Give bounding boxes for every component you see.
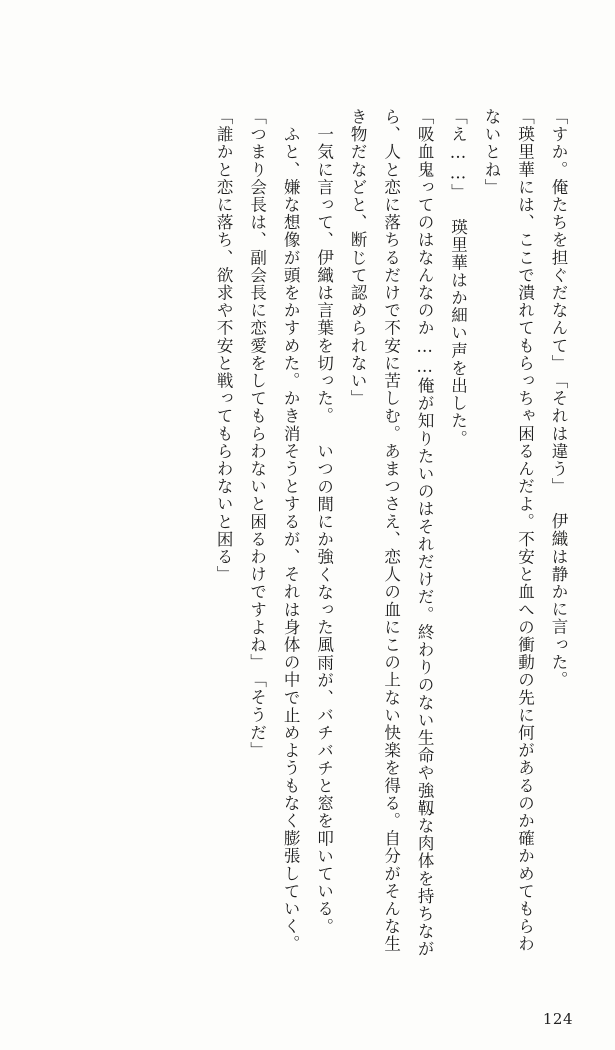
paragraph: いつの間にか強くなった風雨が、バチバチと窓を叩いている。 <box>314 424 334 936</box>
paragraph: 「吸血鬼ってのはなんなのか……俺が知りたいのはそれだけだ。終わりのない生命や強靱な肉体を持ちながら、人と恋に落ちるだけで不安に苦しむ。あまつさえ、恋人の血にこの上ない快楽を得る。自分がそんな生き物だなどと、断じて認められない」 <box>348 108 435 958</box>
paragraph: 「え……」 <box>448 108 468 201</box>
paragraph: ふと、嫌な想像が頭をかすめた。かき消そうとするが、それは身体の中で止めようもなく膨張していく。 <box>281 108 301 953</box>
paragraph: 「そうだ」 <box>247 671 267 760</box>
paragraph: 伊織は静かに言った。 <box>549 495 568 689</box>
paragraph: 瑛里華はか細い声を出した。 <box>448 201 468 448</box>
paragraph: 「誰かと恋に落ち、欲求や不安と戦ってもらわないと困る」 <box>214 108 234 584</box>
paragraph: 「それは違う」 <box>549 372 568 496</box>
paragraph: 「つまり会長は、副会長に恋愛をしてもらわないと困るわけですよね」 <box>247 108 267 672</box>
paragraph: 一気に言って、伊織は言葉を切った。 <box>314 108 334 425</box>
page-number: 124 <box>542 1010 573 1028</box>
paragraph: 「すか。俺たちを担ぐだなんて」 <box>549 108 568 372</box>
novel-body-text <box>55 108 575 963</box>
paragraph: 「瑛里華には、ここで潰れてもらっちゃ困るんだよ。不安と血への衝動の先に何があるのか確かめてもらわないとね」 <box>482 108 535 953</box>
